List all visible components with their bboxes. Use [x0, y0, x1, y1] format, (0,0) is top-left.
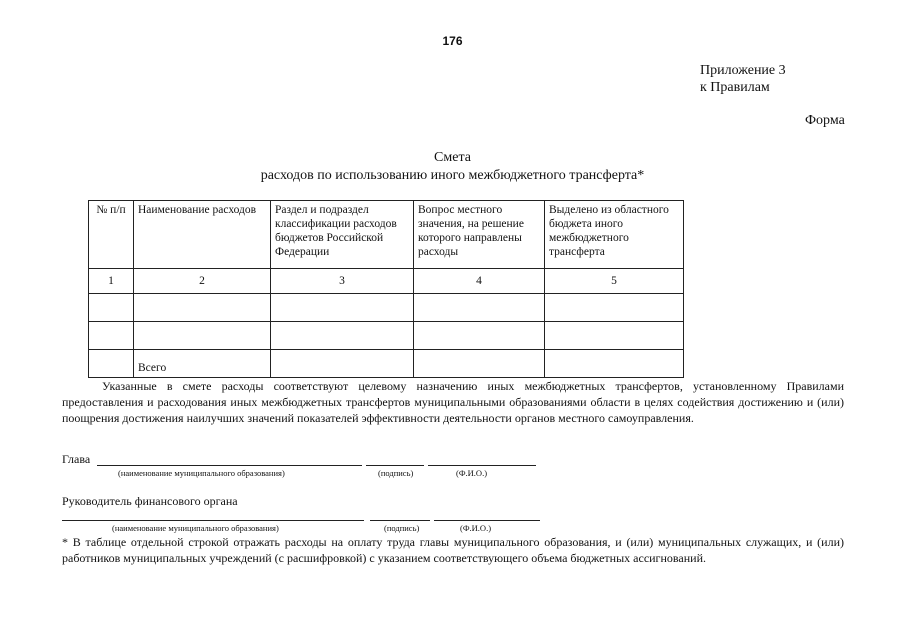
head-caption-sign: (подпись)	[378, 468, 414, 478]
appendix-line-2: к Правилам	[700, 80, 770, 95]
appendix-heading	[700, 62, 786, 96]
finance-name-line	[62, 520, 364, 521]
table-row	[89, 322, 684, 350]
table-cell	[414, 350, 545, 378]
header-cell-number: № п/п	[89, 201, 134, 269]
form-label: Форма	[805, 113, 845, 128]
table-total-row	[89, 350, 684, 378]
appendix-line-1: Приложение 3	[700, 63, 786, 78]
table-cell	[545, 322, 684, 350]
estimate-table	[88, 200, 684, 378]
finance-caption-sign: (подпись)	[384, 523, 420, 533]
finance-fio-line	[434, 520, 540, 521]
table-cell	[414, 294, 545, 322]
total-label: Всего	[134, 350, 271, 378]
table-cell	[414, 322, 545, 350]
head-caption-name: (наименование муниципального образования)	[118, 468, 285, 478]
head-caption-fio: (Ф.И.О.)	[456, 468, 488, 478]
column-number: 1	[89, 269, 134, 294]
header-cell-local-issue: Вопрос местного значения, на решение которого направлены расходы	[414, 201, 545, 269]
table-cell	[89, 294, 134, 322]
finance-head-label: Руководитель финансового органа	[62, 494, 238, 508]
title-line-2: расходов по использованию иного межбюджетного трансферта*	[260, 168, 645, 183]
finance-caption-name: (наименование муниципального образования)	[112, 523, 279, 533]
table-cell	[134, 294, 271, 322]
header-cell-classification: Раздел и подраздел классификации расходов бюджетов Российской Федерации	[271, 201, 414, 269]
table-cell	[271, 294, 414, 322]
header-cell-allocated: Выделено из областного бюджета иного межбюджетного трансферта	[545, 201, 684, 269]
column-number: 4	[414, 269, 545, 294]
head-sign-line	[366, 465, 424, 466]
table-row	[89, 294, 684, 322]
page-number: 176	[442, 34, 463, 48]
column-number: 5	[545, 269, 684, 294]
header-cell-expense-name: Наименование расходов	[134, 201, 271, 269]
table-cell	[89, 350, 134, 378]
head-fio-line	[428, 465, 536, 466]
table-cell	[134, 322, 271, 350]
finance-sign-line	[370, 520, 430, 521]
finance-caption-fio: (Ф.И.О.)	[460, 523, 492, 533]
table-cell	[545, 294, 684, 322]
column-number: 3	[271, 269, 414, 294]
head-name-line	[97, 465, 362, 466]
title-line-1: Смета	[434, 150, 471, 165]
table-cell	[271, 350, 414, 378]
table-header-row	[89, 201, 684, 269]
footnote: * В таблице отдельной строкой отражать расходы на оплату труда главы муниципального образования, и (или) муниципальных служащих, и (или) работников муниципальных учреждений (с расшифровкой) с указанием соответствующего объема бюджетных ассигнований.	[62, 535, 844, 565]
table-cell	[89, 322, 134, 350]
column-number: 2	[134, 269, 271, 294]
head-label: Глава	[62, 452, 91, 466]
table-column-number-row	[89, 269, 684, 294]
table-cell	[545, 350, 684, 378]
statement-paragraph: Указанные в смете расходы соответствуют целевому назначению иных межбюджетных трансфертов, установленному Правилами предоставления и расходования иных межбюджетных трансфертов муниципальными образованиями области в целях содействия достижению и (или) поощрения достижения наилучших значений показателей эффективности деятельности органов местного самоуправления.	[62, 379, 844, 425]
table-cell	[271, 322, 414, 350]
document-title	[0, 149, 905, 185]
